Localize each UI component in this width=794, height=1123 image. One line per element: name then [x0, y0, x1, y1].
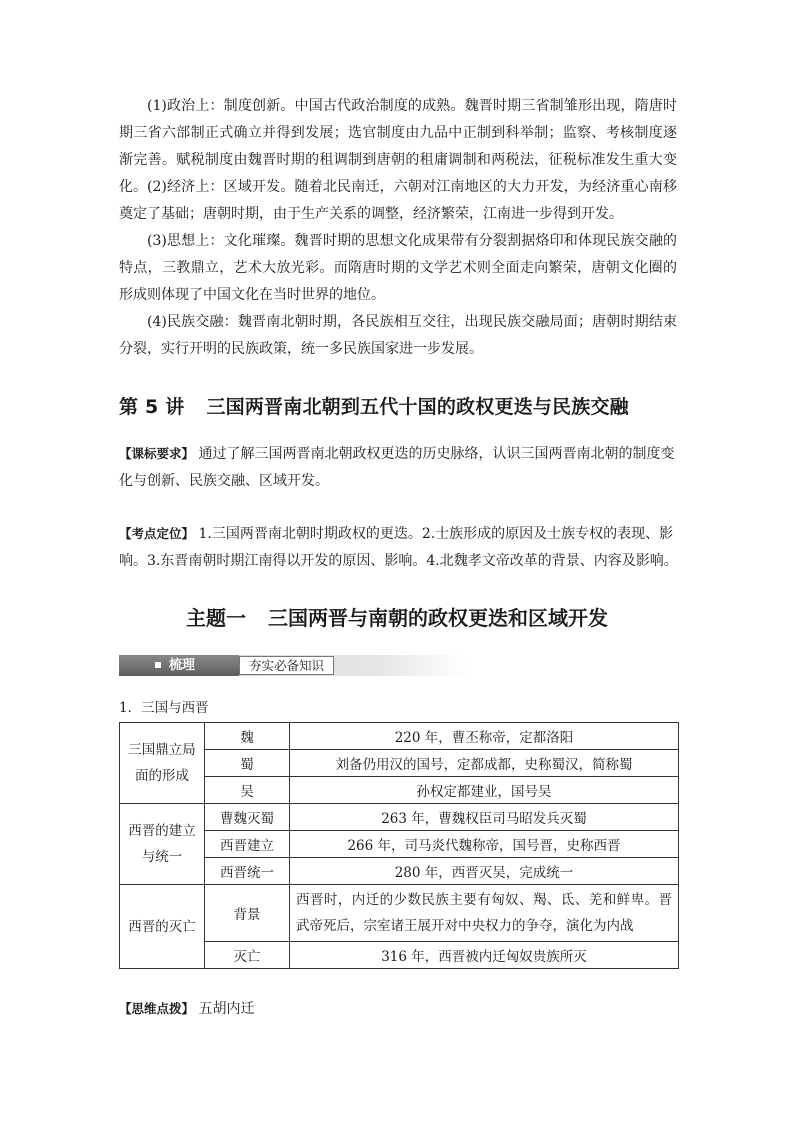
sub-cell: 背景 [205, 885, 290, 942]
desc-cell: 西晋时，内迁的少数民族主要有匈奴、羯、氐、羌和鲜卑。晋武帝死后，宗室诸王展开对中央权力的争夺，演化为内战 [290, 885, 679, 942]
desc-cell: 316 年，西晋被内迁匈奴贵族所灭 [290, 942, 679, 969]
group-cell: 三国鼎立局面的形成 [120, 723, 205, 804]
group-cell: 西晋的灭亡 [120, 885, 205, 969]
topic-title-text: 三国两晋与南朝的政权更迭和区域开发 [268, 606, 608, 630]
sub-cell: 灭亡 [205, 942, 290, 969]
paragraph-text: (4)民族交融：魏晋南北朝时期，各民族相互交往，出现民族交融局面；唐朝时期结束分裂，实行开明的民族政策，统一多民族国家进一步发展。 [119, 314, 677, 357]
section-bar [119, 655, 379, 676]
table-row [120, 804, 679, 831]
curriculum-requirement [119, 440, 679, 495]
sub-cell: 西晋建立 [205, 831, 290, 858]
paragraph-ethnic [119, 309, 677, 363]
section-bar-dark [119, 655, 239, 676]
sub-cell: 曹魏灭蜀 [205, 804, 290, 831]
paragraph-text: (1)政治上：制度创新。中国古代政治制度的成熟。魏晋时期三省制雏形出现，隋唐时期三省六部制正式确立并得到发展；选官制度由九品中正制到科举制；监察、考核制度逐渐完善。赋税制度由魏晋时期的租调制到唐朝的租庸调制和两税法，征税标准发生重大变化。 [119, 98, 677, 195]
paragraph-text: (3)思想上：文化璀璨。魏晋时期的思想文化成果带有分裂割据烙印和体现民族交融的特点，三教鼎立，艺术大放光彩。而隋唐时期的文学艺术则全面走向繁荣，唐朝文化圈的形成则体现了中国文化在当时世界的地位。 [119, 233, 677, 303]
subheading: 1．三国与西晋 [119, 700, 209, 716]
desc-cell: 220 年，曹丕称帝，定都洛阳 [290, 723, 679, 750]
table-row [120, 885, 679, 942]
topic-number: 主题一 [186, 606, 246, 630]
table-row [120, 723, 679, 750]
thinking-tip-tag: 【思维点拨】 [119, 1001, 195, 1016]
curriculum-text: 通过了解三国两晋南北朝政权更迭的历史脉络，认识三国两晋南北朝的制度变化与创新、民族交融、区域开发。 [119, 446, 675, 489]
desc-cell: 孙权定都建业，国号吴 [290, 777, 679, 804]
sub-cell: 吴 [205, 777, 290, 804]
sub-cell: 蜀 [205, 750, 290, 777]
desc-cell: 280 年，西晋灭吴，完成统一 [290, 858, 679, 885]
lecture-title-text: 三国两晋南北朝到五代十国的政权更迭与民族交融 [206, 396, 629, 418]
history-table [119, 722, 679, 969]
thinking-tip [119, 998, 254, 1018]
paragraph-thought [119, 228, 677, 309]
section-bar-left-label: 梳理 [169, 658, 196, 673]
lecture-title [119, 392, 679, 419]
desc-cell: 266 年，司马炎代魏称帝，国号晋，史称西晋 [290, 831, 679, 858]
desc-cell: 263 年，曹魏权臣司马昭发兵灭蜀 [290, 804, 679, 831]
topic-title [0, 602, 794, 631]
thinking-tip-text: 五胡内迁 [198, 1001, 255, 1017]
paragraph-text: (2)经济上：区域开发。随着北民南迁，六朝对江南地区的大力开发，为经济重心南移奠定了基础；唐朝时期，由于生产关系的调整，经济繁荣，江南进一步得到开发。 [119, 179, 677, 222]
square-bullet-icon [155, 662, 161, 668]
exam-points-tag: 【考点定位】 [119, 526, 195, 541]
sub-cell: 西晋统一 [205, 858, 290, 885]
lecture-number: 第 5 讲 [119, 396, 185, 418]
sub-cell: 魏 [205, 723, 290, 750]
curriculum-tag: 【课标要求】 [119, 446, 195, 461]
exam-points-text: 1.三国两晋南北朝时期政权的更迭。2.士族形成的原因及士族专权的表现、影响。3.东晋南朝时期江南得以开发的原因、影响。4.北魏孝文帝改革的背景、内容及影响。 [119, 526, 678, 569]
section-bar-right-label: 夯实必备知识 [239, 656, 334, 675]
exam-points [119, 520, 679, 575]
desc-cell: 刘备仍用汉的国号，定都成都，史称蜀汉，简称蜀 [290, 750, 679, 777]
paragraph-economy [119, 174, 677, 228]
group-cell: 西晋的建立与统一 [120, 804, 205, 885]
